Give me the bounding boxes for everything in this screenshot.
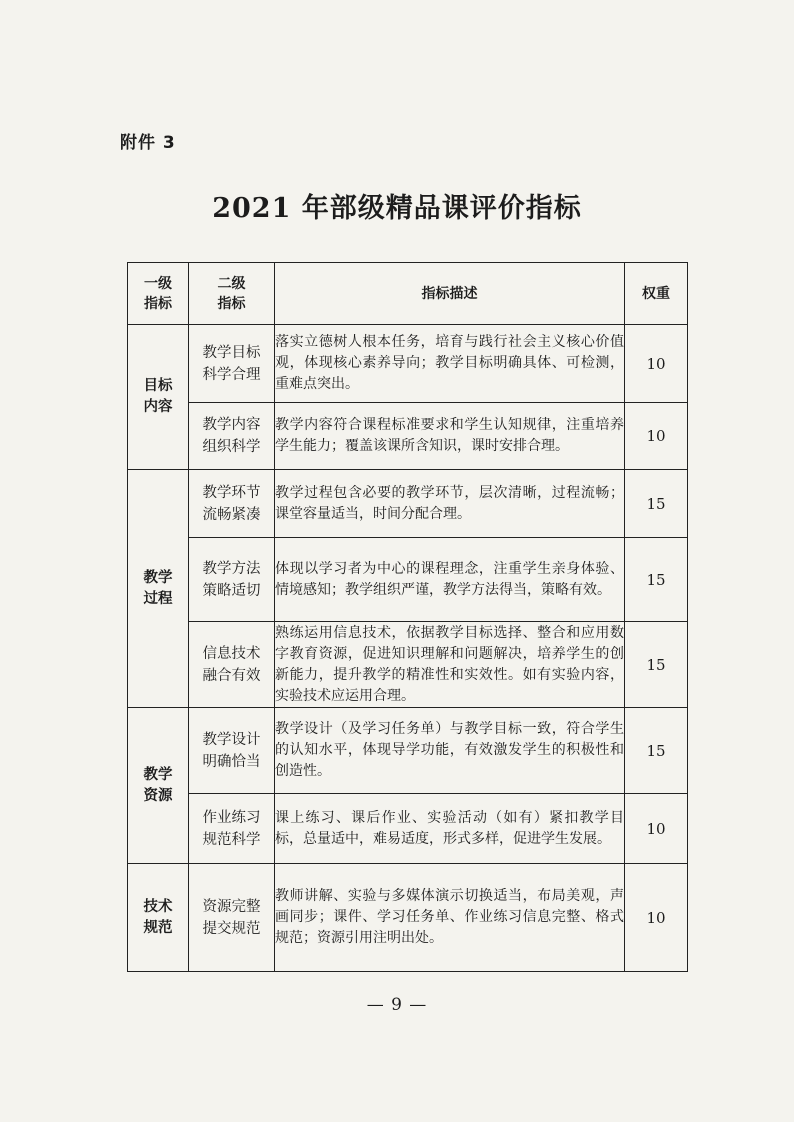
level1-cell: 教学 过程 [128,470,189,708]
level2-cell: 教学环节 流畅紧凑 [189,470,275,538]
weight-cell: 10 [625,794,688,864]
weight-cell: 15 [625,538,688,622]
evaluation-table [127,262,688,972]
table-row [128,708,688,794]
description-cell: 课上练习、课后作业、实验活动（如有）紧扣教学目标，总量适中，难易适度，形式多样，促进学生发展。 [275,794,625,864]
description-cell: 落实立德树人根本任务，培育与践行社会主义核心价值观，体现核心素养导向；教学目标明确具体、可检测，重难点突出。 [275,325,625,403]
header-weight: 权重 [625,263,688,325]
weight-cell: 15 [625,622,688,708]
description-cell: 教学过程包含必要的教学环节，层次清晰，过程流畅；课堂容量适当，时间分配合理。 [275,470,625,538]
table-row [128,622,688,708]
weight-cell: 10 [625,403,688,470]
level2-cell: 教学设计 明确恰当 [189,708,275,794]
weight-cell: 15 [625,470,688,538]
level1-cell: 教学 资源 [128,708,189,864]
header-level1: 一级 指标 [128,263,189,325]
level2-cell: 教学方法 策略适切 [189,538,275,622]
level1-cell: 技术 规范 [128,864,189,972]
document-title: 2021 年部级精品课评价指标 [212,193,582,224]
description-cell: 教师讲解、实验与多媒体演示切换适当，布局美观，声画同步；课件、学习任务单、作业练习信息完整、格式规范；资源引用注明出处。 [275,864,625,972]
table-header-row [128,263,688,325]
level2-cell: 教学内容 组织科学 [189,403,275,470]
description-cell: 体现以学习者为中心的课程理念，注重学生亲身体验、情境感知；教学组织严谨，教学方法得当，策略有效。 [275,538,625,622]
description-cell: 教学设计（及学习任务单）与教学目标一致，符合学生的认知水平，体现导学功能，有效激发学生的积极性和创造性。 [275,708,625,794]
weight-cell: 10 [625,864,688,972]
level2-cell: 资源完整 提交规范 [189,864,275,972]
level2-cell: 信息技术 融合有效 [189,622,275,708]
weight-cell: 15 [625,708,688,794]
description-cell: 教学内容符合课程标准要求和学生认知规律，注重培养学生能力；覆盖该课所含知识，课时安排合理。 [275,403,625,470]
page-number: — 9 — [366,995,428,1015]
attachment-label: 附件 3 [120,133,176,153]
level1-cell: 目标 内容 [128,325,189,470]
header-description: 指标描述 [275,263,625,325]
table-row [128,538,688,622]
table-row [128,864,688,972]
level2-cell: 教学目标 科学合理 [189,325,275,403]
table-row [128,470,688,538]
level2-cell: 作业练习 规范科学 [189,794,275,864]
description-cell: 熟练运用信息技术，依据教学目标选择、整合和应用数字教育资源，促进知识理解和问题解决，培养学生的创新能力，提升教学的精准性和实效性。如有实验内容，实验技术应运用合理。 [275,622,625,708]
table-row [128,403,688,470]
weight-cell: 10 [625,325,688,403]
table-row [128,794,688,864]
header-level2: 二级 指标 [189,263,275,325]
table-row [128,325,688,403]
